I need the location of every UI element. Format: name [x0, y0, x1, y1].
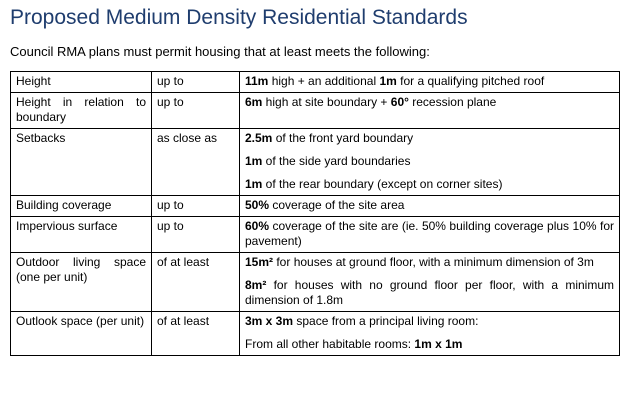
qualifier-cell: as close as: [152, 129, 240, 196]
standard-cell: Building coverage: [11, 196, 152, 217]
table-row-height-in-relation-to-boundary: [11, 93, 620, 129]
requirement-line: 15m² for houses at ground floor, with a minimum dimension of 3m: [245, 255, 594, 269]
requirement-line: 6m high at site boundary + 60° recession plane: [245, 95, 497, 109]
requirement-line: 2.5m of the front yard boundary: [245, 131, 414, 145]
table-row-outdoor-living-space: [11, 253, 620, 312]
standard-cell: Height: [11, 72, 152, 93]
requirement-cell: [240, 253, 620, 312]
requirement-cell: [240, 196, 620, 217]
table-row-outlook-space: [11, 312, 620, 356]
qualifier-cell: up to: [152, 196, 240, 217]
table-row-setbacks: [11, 129, 620, 196]
requirement-line: 3m x 3m space from a principal living room:: [245, 314, 479, 328]
standard-cell: Impervious surface: [11, 217, 152, 253]
requirement-cell: [240, 129, 620, 196]
requirement-line: 11m high + an additional 1m for a qualifying pitched roof: [245, 74, 545, 88]
requirement-line: 1m of the rear boundary (except on corner sites): [245, 177, 503, 191]
requirement-cell: [240, 93, 620, 129]
qualifier-cell: of at least: [152, 312, 240, 356]
requirement-line: 50% coverage of the site area: [245, 198, 405, 212]
table-row-impervious-surface: [11, 217, 620, 253]
requirement-line: 8m² for houses with no ground floor per floor, with a minimum dimension of 1.8m: [245, 278, 614, 307]
standard-cell: Outdoor living space (one per unit): [11, 253, 152, 312]
qualifier-cell: up to: [152, 217, 240, 253]
requirement-line: 60% coverage of the site are (ie. 50% building coverage plus 10% for pavement): [245, 219, 614, 248]
qualifier-cell: up to: [152, 72, 240, 93]
intro-text: Council RMA plans must permit housing that at least meets the following:: [10, 44, 430, 59]
requirement-cell: [240, 72, 620, 93]
standard-cell: Outlook space (per unit): [11, 312, 152, 356]
requirement-cell: [240, 312, 620, 356]
page-title: Proposed Medium Density Residential Standards: [10, 6, 468, 29]
qualifier-cell: of at least: [152, 253, 240, 312]
standard-cell: Setbacks: [11, 129, 152, 196]
standard-cell: Height in relation to boundary: [11, 93, 152, 129]
standards-table: [10, 71, 620, 356]
requirement-line: From all other habitable rooms: 1m x 1m: [245, 337, 463, 351]
requirement-cell: [240, 217, 620, 253]
qualifier-cell: up to: [152, 93, 240, 129]
requirement-line: 1m of the side yard boundaries: [245, 154, 411, 168]
table-row-building-coverage: [11, 196, 620, 217]
table-row-height: [11, 72, 620, 93]
